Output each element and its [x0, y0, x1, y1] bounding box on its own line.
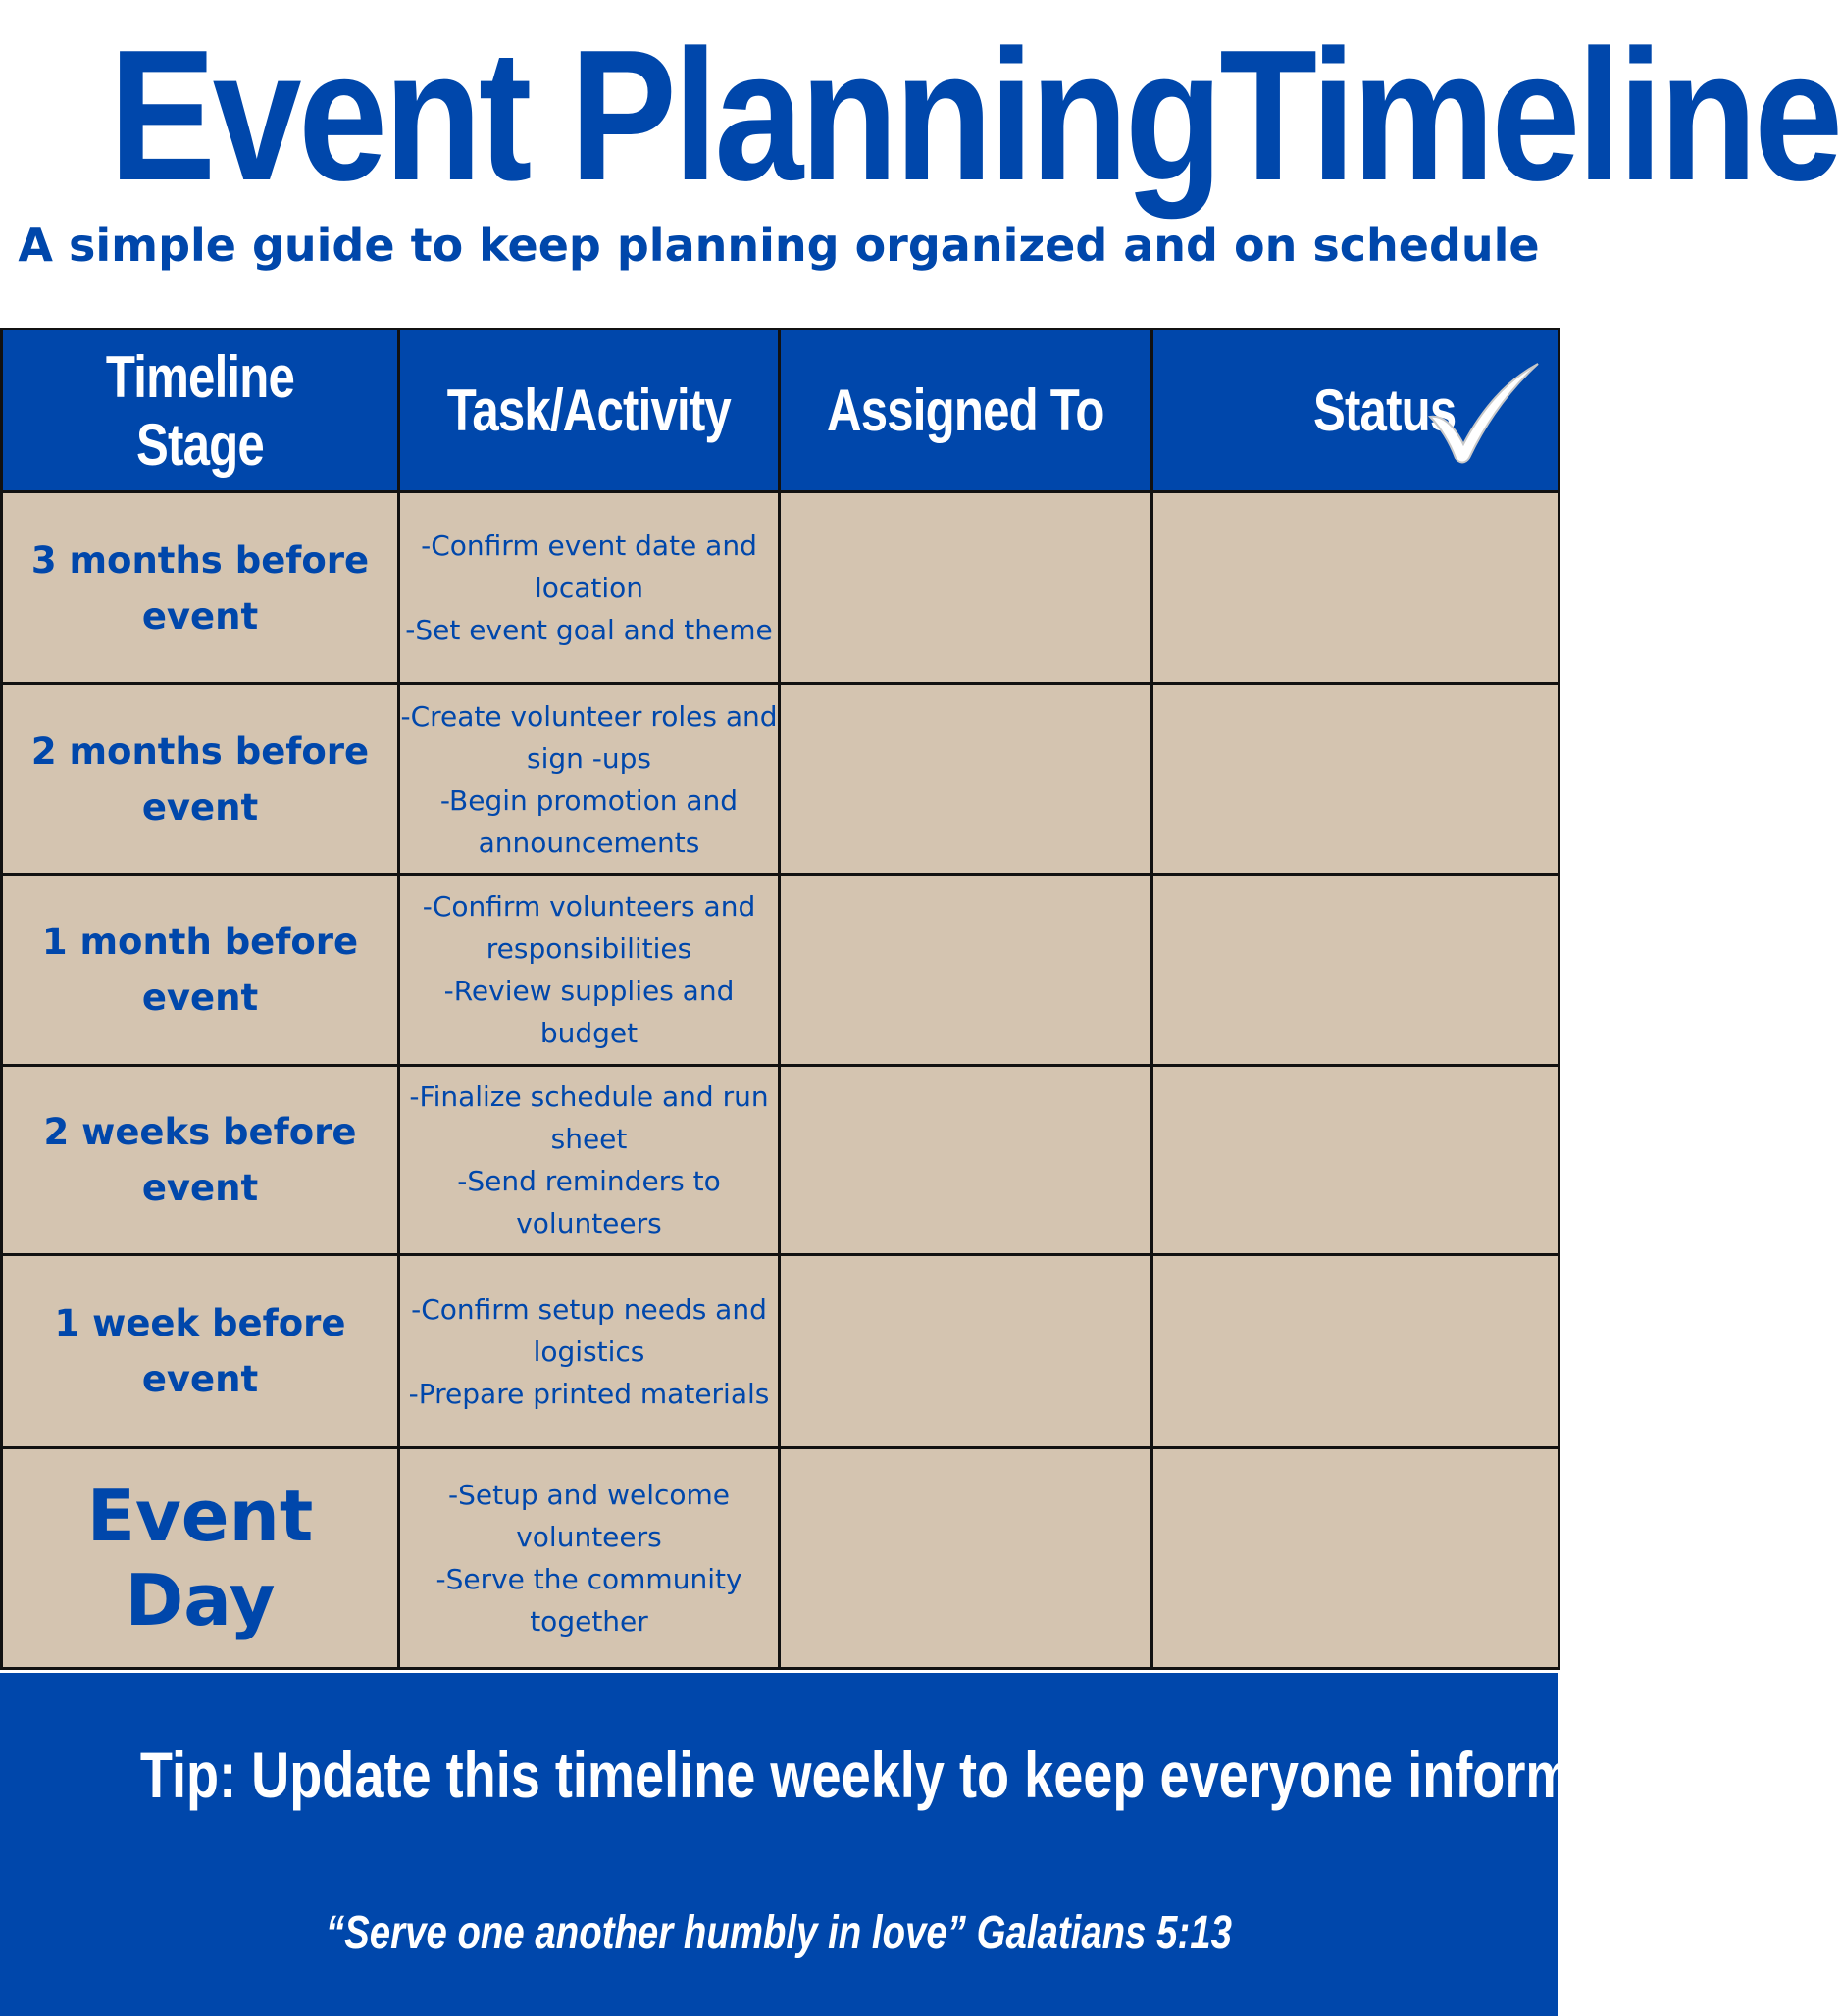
column-header-timeline-stage: Timeline Stage: [2, 329, 399, 492]
task-line: -Confirm setup needs and logistics: [411, 1292, 767, 1368]
table-header-row: [2, 329, 1559, 492]
status-cell[interactable]: [1152, 875, 1559, 1066]
assigned-to-cell[interactable]: [780, 1255, 1152, 1448]
task-line: -Finalize schedule and run sheet: [409, 1081, 769, 1155]
status-cell[interactable]: [1152, 1448, 1559, 1669]
task-cell: [399, 1255, 780, 1448]
verse-text: “Serve one another humbly in love” Galatians 5:13: [325, 1907, 1233, 1959]
task-line: -Serve the community together: [435, 1563, 742, 1638]
tip-text: Tip: Update this timeline weekly to keep everyone informed.: [139, 1739, 1650, 1811]
task-cell: [399, 1448, 780, 1669]
assigned-to-cell[interactable]: [780, 684, 1152, 875]
status-cell[interactable]: [1152, 492, 1559, 684]
footer-banner: [0, 1673, 1650, 2016]
task-line: -Send reminders to volunteers: [457, 1165, 721, 1239]
task-line: -Confirm event date and location: [421, 529, 757, 604]
status-cell[interactable]: [1152, 1255, 1559, 1448]
page-title: Event PlanningTimeline: [109, 12, 1840, 220]
stage-cell: 2 months before event: [2, 684, 399, 875]
page-subtitle: A simple guide to keep planning organized and on schedule: [18, 219, 1540, 272]
assigned-to-cell[interactable]: [780, 492, 1152, 684]
table-row: [2, 1066, 1559, 1255]
stage-cell: 3 months before event: [2, 492, 399, 684]
task-line: -Prepare printed materials: [408, 1377, 770, 1410]
task-line: -Confirm volunteers and responsibilities: [422, 890, 756, 965]
stage-cell: 1 month before event: [2, 875, 399, 1066]
task-line: -Create volunteer roles and sign -ups: [400, 699, 778, 775]
task-line: -Begin promotion and announcements: [439, 783, 739, 859]
table-row: [2, 1255, 1559, 1448]
assigned-to-cell[interactable]: [780, 1066, 1152, 1255]
checkmark-icon: [1424, 360, 1542, 466]
task-line: -Setup and welcome volunteers: [447, 1479, 730, 1553]
table-row: [2, 1448, 1559, 1669]
task-line: -Set event goal and theme: [405, 614, 773, 646]
task-cell: [399, 492, 780, 684]
stage-cell: Event Day: [2, 1448, 399, 1669]
column-header-assigned-to: Assigned To: [780, 329, 1152, 492]
status-cell[interactable]: [1152, 1066, 1559, 1255]
task-line: -Review supplies and budget: [443, 975, 735, 1049]
assigned-to-cell[interactable]: [780, 875, 1152, 1066]
timeline-table: [0, 328, 1560, 1670]
table-row: [2, 875, 1559, 1066]
task-cell: [399, 684, 780, 875]
stage-cell: 1 week before event: [2, 1255, 399, 1448]
status-cell[interactable]: [1152, 684, 1559, 875]
column-header-status: Status: [1152, 329, 1559, 492]
table-row: [2, 492, 1559, 684]
task-cell: [399, 875, 780, 1066]
column-header-task-activity: Task/Activity: [399, 329, 780, 492]
stage-cell: 2 weeks before event: [2, 1066, 399, 1255]
table-row: [2, 684, 1559, 875]
task-cell: [399, 1066, 780, 1255]
assigned-to-cell[interactable]: [780, 1448, 1152, 1669]
